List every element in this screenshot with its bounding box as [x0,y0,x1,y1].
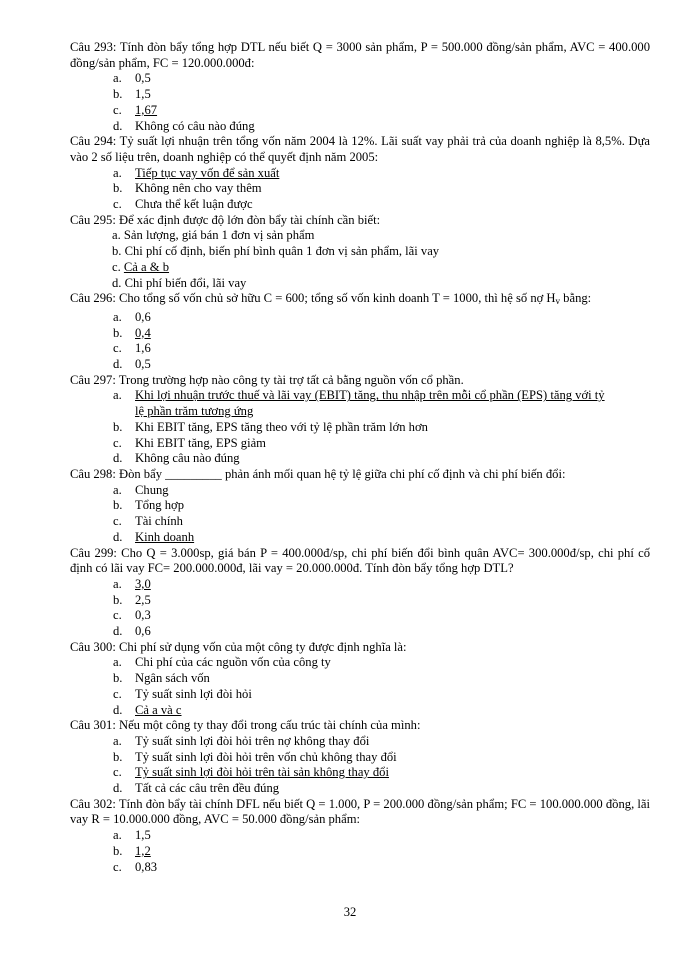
answer-option [70,451,650,467]
option-text: Khi EBIT tăng, EPS tăng theo với tỷ lệ phần trăm lớn hơn [135,419,428,434]
option-label: c. [113,341,122,356]
option-text-answer: Tiếp tục vay vốn để sản xuất [135,165,280,180]
option-text: 1,5 [135,828,151,843]
option-label: a. [113,309,122,324]
option-label: a. [113,576,122,591]
option-text: Chung [135,482,169,497]
option-label: a. [113,71,122,86]
option-label: d. [112,275,122,290]
option-list [70,577,650,640]
option-text: Sản lượng, giá bán 1 đơn vị sản phẩm [123,228,315,243]
option-text: 0,6 [135,624,151,639]
option-label: c. [113,514,122,529]
option-text: Chi phí cố định, biến phí bình quân 1 đơn vị sản phẩm, lãi vay [124,244,440,259]
option-text-answer: 1,2 [135,843,151,858]
option-label: a. [113,388,122,403]
question-block [70,546,650,640]
option-label: c. [113,608,122,623]
option-label: d. [113,529,123,544]
answer-option [70,436,650,452]
option-text: Không có câu nào đúng [135,118,255,133]
option-text: Không câu nào đúng [135,451,240,466]
question-stem [70,134,650,165]
option-text: 2,5 [135,592,151,607]
answer-option [70,310,650,326]
question-stem [70,467,650,483]
option-label: a. [113,165,122,180]
option-text: Tỷ suất sinh lợi đòi hỏi trên vốn chủ không thay đổi [135,749,397,764]
answer-option [70,750,650,766]
option-label: a. [113,482,122,497]
question-block [70,640,650,719]
question-stem-text: Câu 301: Nếu một công ty thay đổi trong cấu trúc tài chính của mình: [70,718,421,733]
answer-option [70,388,650,419]
answer-option [70,71,650,87]
answer-option [70,655,650,671]
option-label: b. [113,749,123,764]
option-list [70,310,650,373]
answer-option [70,341,650,357]
option-text: Chưa thể kết luận được [135,197,253,212]
question-block [70,40,650,134]
answer-option [70,703,650,719]
option-label: d. [113,624,123,639]
answer-option [70,181,650,197]
answer-option [70,197,650,213]
answer-option [70,103,650,119]
option-text-answer: Cả a & b [123,259,170,274]
option-label: a. [113,828,122,843]
question-stem [70,373,650,389]
option-text-continuation: lệ phần trăm tương ứng [135,404,254,419]
answer-option [70,860,650,876]
question-stem [70,40,650,71]
answer-option [70,260,650,276]
option-text: 0,6 [135,309,151,324]
answer-option [70,514,650,530]
question-stem-text: Câu 293: Tính đòn bẩy tổng hợp DTL nếu biết Q = 3000 sản phẩm, P = 500.000 đồng/sản phẩm, AVC = 400.000 đồng/sản phẩm, FC = 120.000.000đ: [70,40,650,70]
answer-option [70,498,650,514]
answer-option [70,326,650,342]
option-label: d. [113,357,123,372]
answer-option [70,781,650,797]
question-stem [70,640,650,656]
option-label: b. [113,843,123,858]
answer-option [70,765,650,781]
answer-option [70,608,650,624]
answer-option [70,734,650,750]
answer-option [70,577,650,593]
option-text: Ngân sách vốn [135,671,210,686]
answer-option [70,276,650,292]
option-text: Tỷ suất sinh lợi đòi hỏi [135,686,252,701]
option-text-answer: Cả a và c [135,702,182,717]
option-label: c. [112,259,121,274]
option-text: Khi EBIT tăng, EPS giảm [135,435,266,450]
option-list [70,655,650,718]
option-list [70,166,650,213]
option-list [70,71,650,134]
option-text: 0,5 [135,357,151,372]
question-stem-text: Câu 302: Tính đòn bẩy tài chính DFL nếu biết Q = 1.000, P = 200.000 đồng/sản phẩm; FC = 100.000.000 đồng, lãi vay R = 10.000.000 đồng, AVC = 50.000 đồng/sản phẩm: [70,796,650,827]
option-text-answer: Kinh doanh [135,529,195,544]
question-block [70,291,650,373]
question-block [70,134,650,213]
answer-option [70,166,650,182]
question-block [70,467,650,546]
option-text: 0,5 [135,71,151,86]
answer-option [70,624,650,640]
question-stem [70,797,650,828]
question-stem-tail: bằng: [560,291,592,306]
answer-option [70,119,650,135]
option-text-answer: 3,0 [135,576,151,591]
question-stem-text: Câu 299: Cho Q = 3.000sp, giá bán P = 400.000đ/sp, chi phí biến đổi bình quân AVC= 300.000đ/sp, chi phí cố định có lãi vay FC= 200.000.000đ, lãi vay = 20.000.000đ. Tính đòn bẩy tổng hợp DTL? [70,545,650,576]
option-text: Chi phí của các nguồn vốn của công ty [135,655,331,670]
question-block [70,373,650,467]
option-label: b. [113,592,123,607]
option-label: d. [113,118,123,133]
option-label: c. [113,859,122,874]
option-label: c. [113,765,122,780]
question-stem [70,291,650,310]
option-label: b. [113,325,123,340]
question-stem [70,718,650,734]
question-list [70,40,650,875]
option-label: c. [113,686,122,701]
option-text-answer: Tỷ suất sinh lợi đòi hỏi trên tài sản không thay đổi [135,765,389,780]
option-label: d. [113,451,123,466]
answer-option [70,530,650,546]
answer-option [70,671,650,687]
question-stem-subscript: v [555,296,561,307]
option-list [70,734,650,797]
question-stem-text: Câu 294: Tỷ suất lợi nhuận trên tổng vốn năm 2004 là 12%. Lãi suất vay phải trả của doanh nghiệp là 8,5%. Dựa vào 2 số liệu trên, doanh nghiệp có thể quyết định năm 2005: [70,134,650,164]
option-label: b. [113,671,123,686]
option-label: b. [113,181,123,196]
answer-option [70,844,650,860]
option-text: Chi phí biến đổi, lãi vay [124,275,247,290]
option-text: Tổng hợp [135,498,184,513]
option-text-answer: Khi lợi nhuận trước thuế và lãi vay (EBIT) tăng, thu nhập trên mỗi cổ phần (EPS) tăng với tỷ [135,388,605,403]
option-label: d. [113,702,123,717]
option-label: b. [113,87,123,102]
option-text-answer: 1,67 [135,102,158,117]
answer-option [70,87,650,103]
option-label: a. [113,733,122,748]
option-list [70,228,650,291]
question-stem-text: Câu 296: Cho tổng số vốn chủ sở hữu C = 600; tổng số vốn kinh doanh T = 1000, thì hệ số nợ H [70,291,556,306]
option-text: Tỷ suất sinh lợi đòi hỏi trên nợ không thay đổi [135,733,370,748]
question-stem-text: Câu 300: Chi phí sử dụng vốn của một công ty được định nghĩa là: [70,639,407,654]
option-label: c. [113,435,122,450]
option-label: b. [112,244,122,259]
question-stem [70,213,650,229]
option-text: 1,5 [135,87,151,102]
page-number: 32 [343,905,357,919]
answer-option [70,244,650,260]
option-text-answer: 0,4 [135,325,151,340]
option-label: b. [113,498,123,513]
option-list [70,828,650,875]
option-label: c. [113,197,122,212]
option-text: 1,6 [135,341,151,356]
option-list [70,483,650,546]
answer-option [70,687,650,703]
question-stem-text: Câu 295: Để xác định được độ lớn đòn bẩy tài chính cần biết: [70,212,381,227]
option-label: a. [113,655,122,670]
option-label: a. [112,228,121,243]
option-label: c. [113,102,122,117]
answer-option [70,593,650,609]
option-text: 0,83 [135,859,158,874]
question-stem [70,546,650,577]
answer-option [70,828,650,844]
option-text: 0,3 [135,608,151,623]
question-block [70,797,650,876]
option-list [70,388,650,467]
option-text: Không nên cho vay thêm [135,181,262,196]
answer-option [70,483,650,499]
answer-option [70,357,650,373]
question-stem-text: Câu 298: Đòn bẩy _________ phản ánh mối quan hệ tỷ lệ giữa chi phí cố định và chi phí biến đổi: [70,466,566,481]
question-stem-text: Câu 297: Trong trường hợp nào công ty tài trợ tất cả bằng nguồn vốn cổ phần. [70,372,464,387]
question-block [70,718,650,797]
question-block [70,213,650,292]
option-text: Tất cả các câu trên đều đúng [135,781,280,796]
answer-option [70,228,650,244]
option-label: b. [113,419,123,434]
answer-option [70,420,650,436]
option-label: d. [113,781,123,796]
option-text: Tài chính [135,514,183,529]
